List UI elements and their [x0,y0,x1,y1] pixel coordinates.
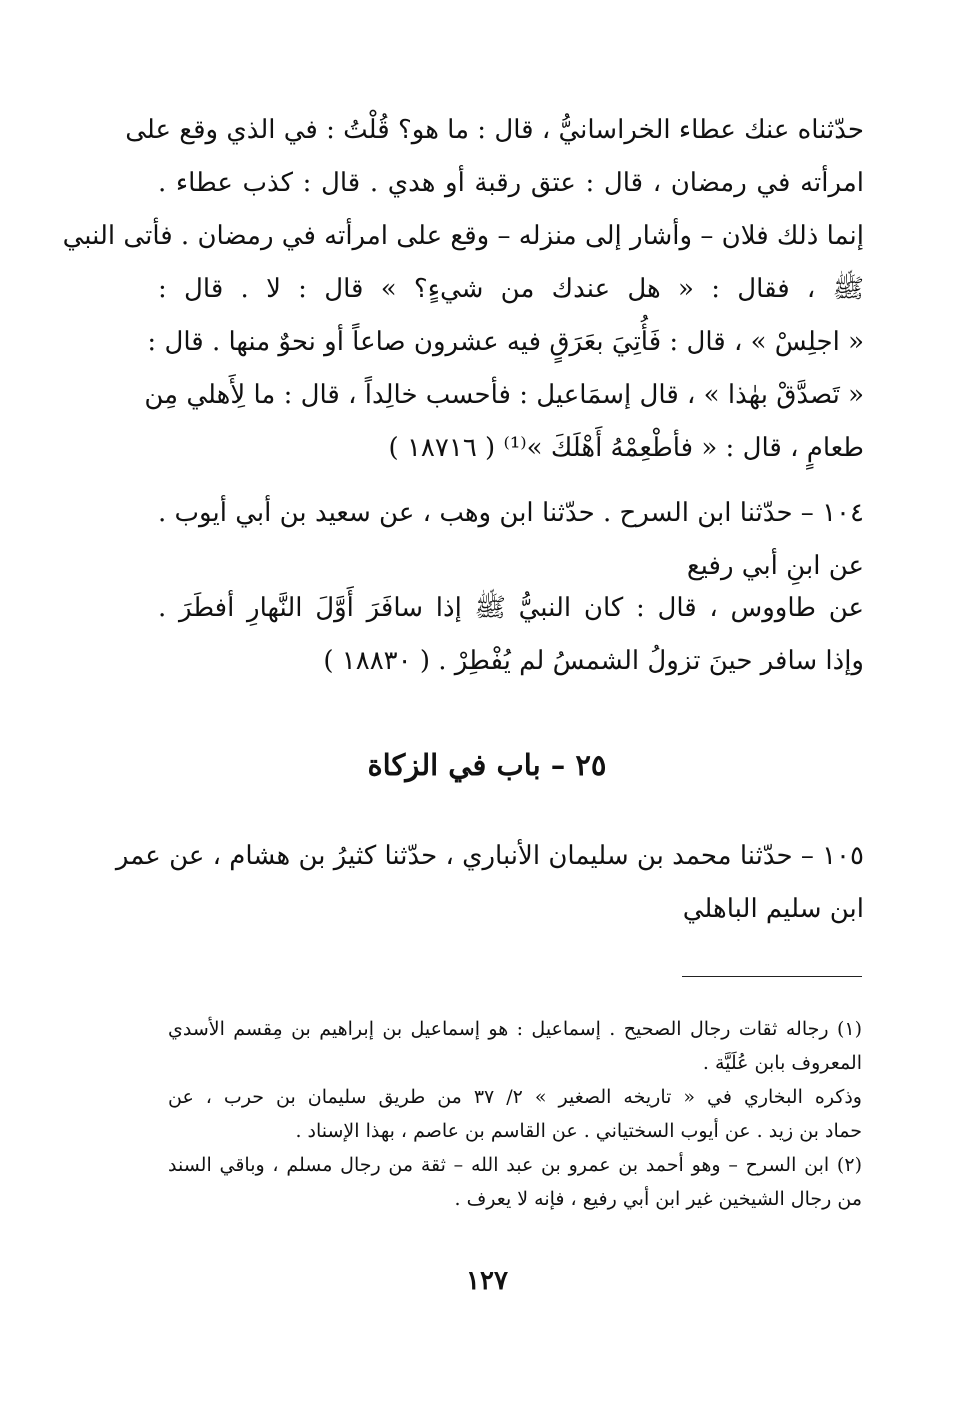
text-line: ابن سليم الباهلي [682,894,864,924]
paragraph-hadith-103-continuation [62,104,864,475]
text-line: « اجلِسْ » ، قال : فَأُتِيَ بعَرَقٍ فيه عشرون صاعاً أو نحوٌ منها . قال : [147,327,864,357]
text-line: امرأته في رمضان ، قال : عتق رقبة أو هدي . قال : كذب عطاء . [158,168,864,198]
text-line: « تَصدَّقْ بهٰذا » ، قال إسمَاعيل : فأحسب خالِداً ، قال : ما لِأَهلي مِن [144,380,864,410]
footnote-line: المعروف بابن عُلَيَّة . [702,1052,862,1074]
chapter-heading: ٢٥ – باب في الزكاة [367,748,607,782]
page-number: ١٢٧ [466,1266,508,1296]
footnote-line: من رجال الشيخين غير ابن أبي رفيع ، فإنه لا يعرف . [454,1188,862,1210]
text-line: وإذا سافر حينَ تزولُ الشمسُ لم يُفْطِرْ . ( ١٨٨٣٠ ) [323,646,864,676]
text-line: طعامٍ ، قال : « فأطْعِمْهُ أَهْلَكَ »⁽¹⁾ ( ١٨٧١٦ ) [388,433,864,463]
footnote-line: حماد بن زيد . عن أيوب السختياني . عن القاسم بن عاصم ، بهذا الإسناد . [295,1120,862,1142]
text-line: ١٠٥ – حدّثنا محمد بن سليمان الأنباري ، حدّثنا كثيرُ بن هشام ، عن عمر [115,841,864,871]
paragraph-hadith-104-isnad [158,487,864,593]
text-line: ﷺ ، فقال : « هل عندك من شيءٍ؟ » قال : لا . قال : [158,274,864,304]
paragraph-hadith-104-matn [158,582,864,688]
footnote-separator [682,976,862,977]
text-line: حدّثناه عنك عطاء الخراسانيُّ ، قال : ما هو؟ قُلْتُ : في الذي وقع على [125,115,864,145]
footnote-line: (١) رجاله ثقات رجال الصحيح . إسماعيل : هو إسماعيل بن إبراهيم بن مِقسم الأسدي [168,1018,862,1040]
footnotes [168,1012,862,1216]
text-line: إنما ذلك فلان – وأشار إلى منزله – وقع على امرأته في رمضان . فأتى النبي [62,221,864,251]
text-line: عن طاووس ، قال : كان النبيُّ ﷺ إذا سافَرَ أَوَّلَ النَّهارِ أفطَرَ . [158,593,864,623]
footnote-line: (٢) ابن السرح – وهو أحمد بن عمرو بن عبد الله – ثقة من رجال مسلم ، وباقي السند [168,1154,862,1176]
paragraph-hadith-105 [115,830,864,936]
text-line: ١٠٤ – حدّثنا ابن السرح . حدّثنا ابن وهب ، عن سعيد بن أبي أيوب . [158,498,864,528]
text-line: عن ابنِ أبي رفيع [686,551,864,581]
footnote-line: وذكره البخاري في « تاريخه الصغير » ٢/ ٣٧ من طريق سليمان بن حرب ، عن [168,1086,862,1108]
